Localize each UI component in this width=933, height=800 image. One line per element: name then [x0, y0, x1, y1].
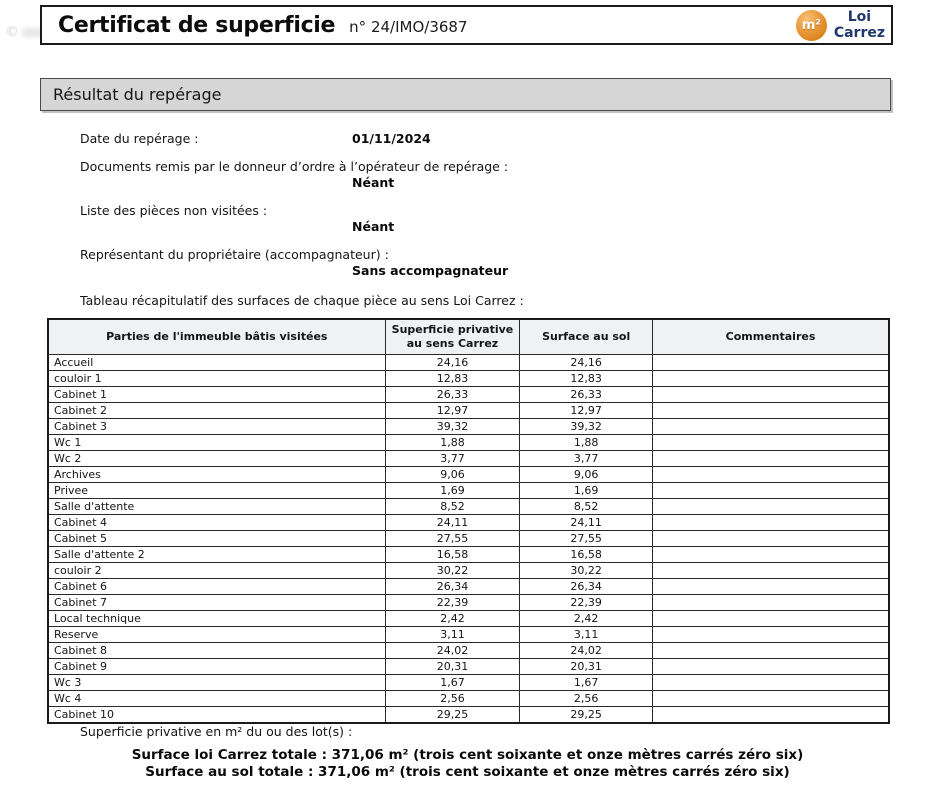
- table-row: [48, 642, 889, 658]
- m2-badge-icon: m²: [796, 10, 827, 41]
- sol-value-cell: 27,55: [520, 530, 653, 546]
- room-name-cell: Cabinet 3: [48, 418, 385, 434]
- room-name-cell: couloir 2: [48, 562, 385, 578]
- room-name-cell: Cabinet 4: [48, 514, 385, 530]
- carrez-value-cell: 8,52: [385, 498, 520, 514]
- table-row: [48, 434, 889, 450]
- room-name-cell: couloir 1: [48, 370, 385, 386]
- table-row: [48, 674, 889, 690]
- field-date-value: 01/11/2024: [352, 131, 431, 146]
- comment-cell: [653, 370, 889, 386]
- table-row: [48, 498, 889, 514]
- room-name-cell: Wc 4: [48, 690, 385, 706]
- room-name-cell: Salle d'attente: [48, 498, 385, 514]
- sol-value-cell: 26,34: [520, 578, 653, 594]
- table-row: [48, 530, 889, 546]
- room-name-cell: Cabinet 1: [48, 386, 385, 402]
- comment-cell: [653, 546, 889, 562]
- room-name-cell: Reserve: [48, 626, 385, 642]
- comment-cell: [653, 706, 889, 723]
- document-title: Certificat de superficie: [58, 12, 336, 38]
- room-name-cell: Local technique: [48, 610, 385, 626]
- comment-cell: [653, 450, 889, 466]
- table-row: [48, 578, 889, 594]
- table-row: [48, 706, 889, 723]
- carrez-value-cell: 1,88: [385, 434, 520, 450]
- comment-cell: [653, 514, 889, 530]
- carrez-value-cell: 27,55: [385, 530, 520, 546]
- carrez-value-cell: 22,39: [385, 594, 520, 610]
- field-documents-value: Néant: [352, 175, 395, 190]
- surface-table-body: [48, 354, 889, 723]
- field-date: [80, 131, 890, 147]
- table-row: [48, 610, 889, 626]
- surface-table-header: [48, 319, 889, 354]
- certificate-number: n° 24/IMO/3687: [349, 17, 468, 36]
- field-pieces-label: Liste des pièces non visitées :: [80, 203, 268, 218]
- field-pieces-value: Néant: [352, 219, 395, 234]
- comment-cell: [653, 594, 889, 610]
- room-name-cell: Salle d'attente 2: [48, 546, 385, 562]
- sol-value-cell: 29,25: [520, 706, 653, 723]
- room-name-cell: Wc 3: [48, 674, 385, 690]
- sol-value-cell: 1,88: [520, 434, 653, 450]
- sol-value-cell: 9,06: [520, 466, 653, 482]
- table-row: [48, 626, 889, 642]
- room-name-cell: Cabinet 7: [48, 594, 385, 610]
- carrez-value-cell: 26,34: [385, 578, 520, 594]
- carrez-value-cell: 20,31: [385, 658, 520, 674]
- comment-cell: [653, 434, 889, 450]
- comment-cell: [653, 418, 889, 434]
- comment-cell: [653, 610, 889, 626]
- comment-cell: [653, 562, 889, 578]
- sol-value-cell: 30,22: [520, 562, 653, 578]
- comment-cell: [653, 498, 889, 514]
- certificate-header: [40, 5, 893, 45]
- room-name-cell: Wc 2: [48, 450, 385, 466]
- room-name-cell: Privee: [48, 482, 385, 498]
- sol-value-cell: 24,11: [520, 514, 653, 530]
- room-name-cell: Cabinet 2: [48, 402, 385, 418]
- column-commentaires: Commentaires: [653, 319, 889, 354]
- section-title: Résultat du repérage: [53, 85, 222, 104]
- total-sol-line: Surface au sol totale : 371,06 m² (trois cent soixante et onze mètres carrés zéro six): [145, 763, 790, 780]
- carrez-value-cell: 3,77: [385, 450, 520, 466]
- carrez-value-cell: 16,58: [385, 546, 520, 562]
- table-row: [48, 466, 889, 482]
- carrez-value-cell: 2,56: [385, 690, 520, 706]
- column-carrez: Superficie privative au sens Carrez: [385, 319, 520, 354]
- total-carrez-line: Surface loi Carrez totale : 371,06 m² (trois cent soixante et onze mètres carrés zéro six): [131, 747, 804, 763]
- table-row: [48, 594, 889, 610]
- table-row: [48, 354, 889, 370]
- table-row: [48, 514, 889, 530]
- comment-cell: [653, 642, 889, 658]
- room-name-cell: Cabinet 8: [48, 642, 385, 658]
- carrez-value-cell: 24,16: [385, 354, 520, 370]
- sol-value-cell: 22,39: [520, 594, 653, 610]
- sol-value-cell: 1,67: [520, 674, 653, 690]
- table-row: [48, 370, 889, 386]
- field-pieces-non-visitees: [80, 203, 890, 235]
- room-name-cell: Cabinet 5: [48, 530, 385, 546]
- comment-cell: [653, 674, 889, 690]
- comment-cell: [653, 626, 889, 642]
- field-documents-label: Documents remis par le donneur d’ordre à l’opérateur de repérage :: [80, 159, 509, 174]
- sol-value-cell: 3,77: [520, 450, 653, 466]
- room-name-cell: Accueil: [48, 354, 385, 370]
- sol-value-cell: 20,31: [520, 658, 653, 674]
- carrez-value-cell: 9,06: [385, 466, 520, 482]
- table-row: [48, 658, 889, 674]
- field-representant: [80, 247, 890, 279]
- comment-cell: [653, 658, 889, 674]
- sol-value-cell: 39,32: [520, 418, 653, 434]
- header-row: [48, 319, 889, 354]
- room-name-cell: Archives: [48, 466, 385, 482]
- table-row: [48, 690, 889, 706]
- carrez-value-cell: 24,02: [385, 642, 520, 658]
- carrez-value-cell: 1,69: [385, 482, 520, 498]
- comment-cell: [653, 578, 889, 594]
- carrez-value-cell: 3,11: [385, 626, 520, 642]
- table-row: [48, 402, 889, 418]
- footer-intro-text: Superficie privative en m² du ou des lot(s) :: [80, 724, 353, 739]
- carrez-value-cell: 12,97: [385, 402, 520, 418]
- room-name-cell: Cabinet 6: [48, 578, 385, 594]
- field-date-label: Date du repérage :: [80, 131, 199, 146]
- loi-label: Loi: [847, 8, 872, 25]
- table-row: [48, 386, 889, 402]
- room-name-cell: Cabinet 10: [48, 706, 385, 723]
- sol-value-cell: 24,02: [520, 642, 653, 658]
- sol-value-cell: 8,52: [520, 498, 653, 514]
- comment-cell: [653, 690, 889, 706]
- sol-value-cell: 1,69: [520, 482, 653, 498]
- field-representant-value: Sans accompagnateur: [352, 263, 509, 278]
- loi-carrez-label: [834, 9, 885, 41]
- survey-info: [80, 131, 890, 308]
- loi-carrez-logo: [796, 9, 885, 41]
- comment-cell: [653, 482, 889, 498]
- section-header-resultat: [40, 78, 891, 111]
- table-row: [48, 482, 889, 498]
- carrez-label: Carrez: [833, 25, 885, 41]
- comment-cell: [653, 354, 889, 370]
- table-row: [48, 562, 889, 578]
- totals-block: [40, 747, 895, 780]
- carrez-value-cell: 26,33: [385, 386, 520, 402]
- sol-value-cell: 12,83: [520, 370, 653, 386]
- sol-value-cell: 12,97: [520, 402, 653, 418]
- column-parties: Parties de l'immeuble bâtis visitées: [48, 319, 385, 354]
- field-documents: [80, 159, 890, 191]
- sol-value-cell: 3,11: [520, 626, 653, 642]
- carrez-value-cell: 24,11: [385, 514, 520, 530]
- column-surface-sol: Surface au sol: [520, 319, 653, 354]
- room-name-cell: Cabinet 9: [48, 658, 385, 674]
- field-representant-label: Représentant du propriétaire (accompagnateur) :: [80, 247, 389, 262]
- comment-cell: [653, 466, 889, 482]
- surface-table: [47, 318, 890, 724]
- comment-cell: [653, 530, 889, 546]
- carrez-value-cell: 29,25: [385, 706, 520, 723]
- sol-value-cell: 2,42: [520, 610, 653, 626]
- room-name-cell: Wc 1: [48, 434, 385, 450]
- comment-cell: [653, 386, 889, 402]
- table-row: [48, 546, 889, 562]
- carrez-value-cell: 2,42: [385, 610, 520, 626]
- comment-cell: [653, 402, 889, 418]
- sol-value-cell: 26,33: [520, 386, 653, 402]
- carrez-value-cell: 1,67: [385, 674, 520, 690]
- sol-value-cell: 16,58: [520, 546, 653, 562]
- table-intro-text: Tableau récapitulatif des surfaces de chaque pièce au sens Loi Carrez :: [80, 293, 524, 308]
- sol-value-cell: 24,16: [520, 354, 653, 370]
- sol-value-cell: 2,56: [520, 690, 653, 706]
- table-row: [48, 418, 889, 434]
- copyright-icon: ©: [5, 24, 19, 40]
- table-row: [48, 450, 889, 466]
- carrez-value-cell: 39,32: [385, 418, 520, 434]
- carrez-value-cell: 12,83: [385, 370, 520, 386]
- carrez-value-cell: 30,22: [385, 562, 520, 578]
